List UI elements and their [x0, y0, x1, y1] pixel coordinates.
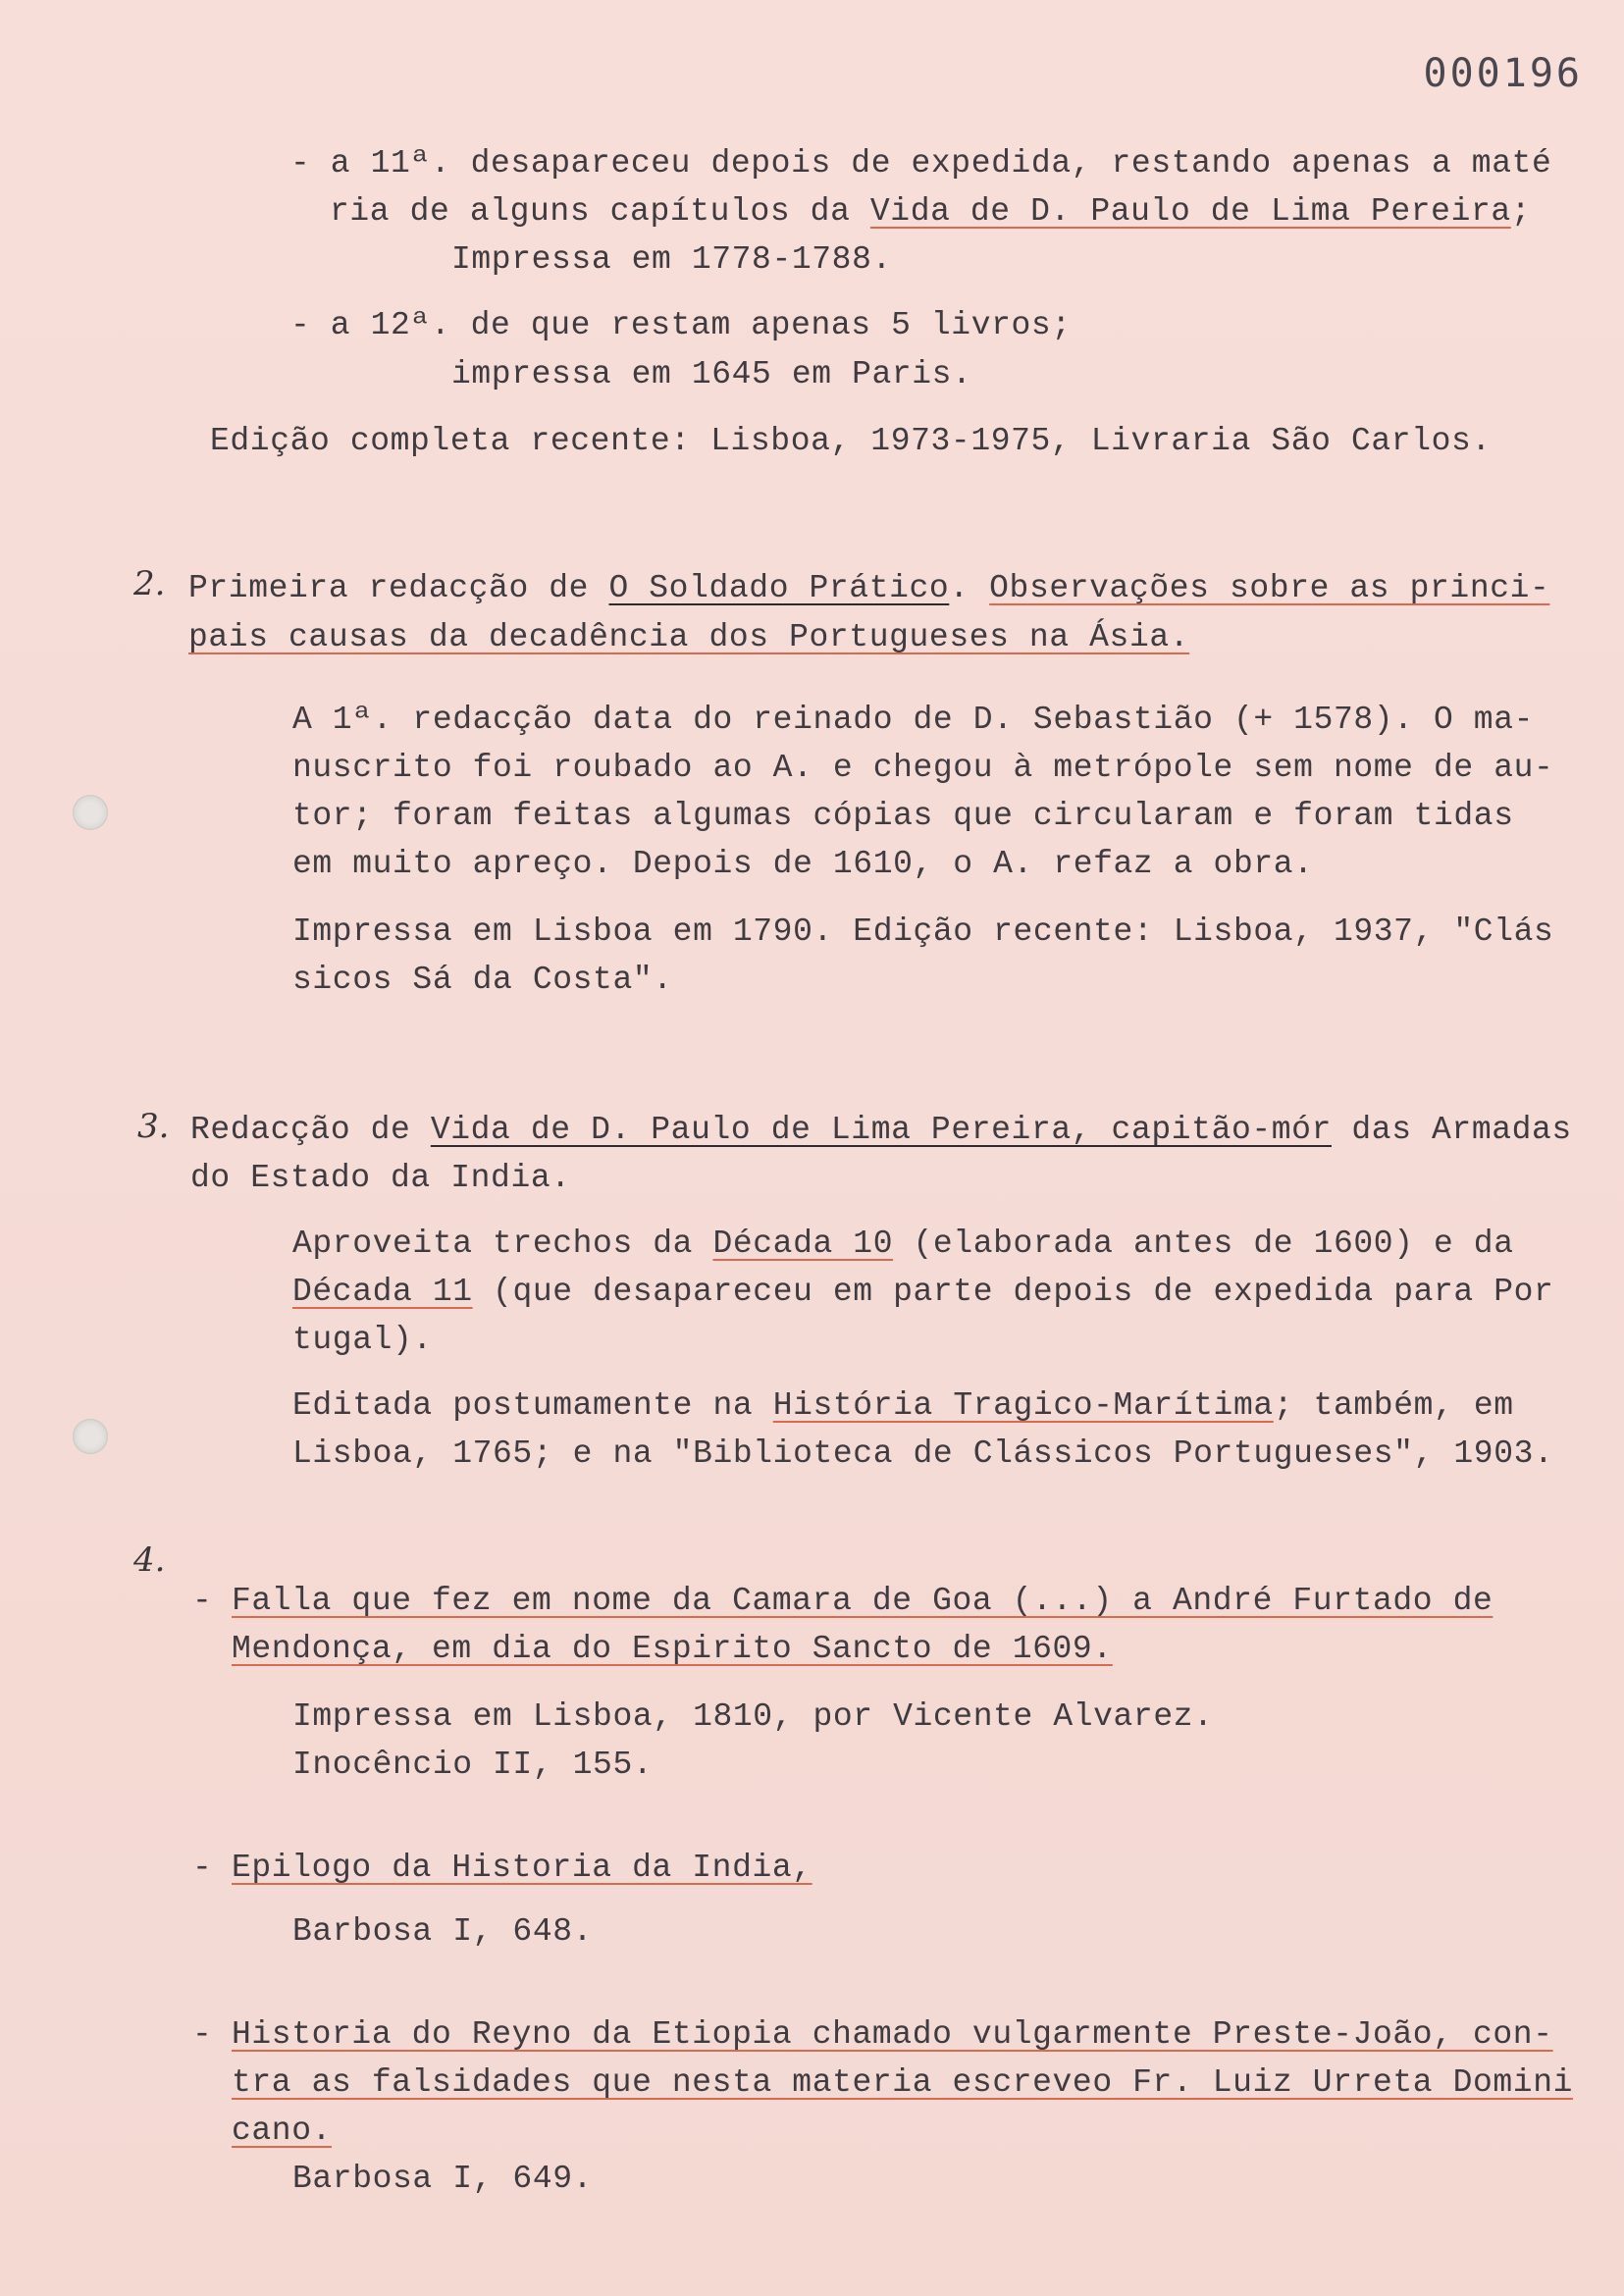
book-title: Década 11	[292, 1274, 473, 1310]
text-line: Lisboa, 1765; e na "Biblioteca de Clássicos Portugueses", 1903.	[292, 1435, 1554, 1472]
text-line: tor; foram feitas algumas cópias que circularam e foram tidas	[292, 798, 1514, 834]
text-line: impressa em 1645 em Paris.	[451, 356, 972, 392]
text-span: (elaborada antes de 1600) e da	[893, 1226, 1514, 1262]
text-span: das Armadas	[1332, 1112, 1572, 1148]
text-span: Redacção de	[190, 1112, 431, 1148]
book-title: Vida de D. Paulo de Lima Pereira	[869, 193, 1511, 230]
list-dash: -	[192, 1583, 213, 1619]
book-title: O Soldado Prático	[608, 570, 950, 606]
punch-hole	[73, 795, 108, 830]
section-number: 4.	[133, 1540, 166, 1580]
text-span: (que desapareceu em parte depois de expedida para Por	[472, 1274, 1554, 1310]
book-title: Vida de D. Paulo de Lima Pereira, capitão-mór	[430, 1112, 1332, 1148]
book-title: cano.	[232, 2113, 333, 2149]
text-span: ; também, em	[1273, 1387, 1514, 1424]
list-dash: -	[192, 2016, 213, 2053]
text-span: Editada postumamente na	[292, 1387, 773, 1424]
section-number: 3.	[137, 1107, 170, 1146]
book-title: Mendonça, em dia do Espirito Sancto de 1609.	[232, 1631, 1113, 1667]
text-line: tugal).	[292, 1322, 433, 1358]
text-line: Inocêncio II, 155.	[292, 1747, 654, 1783]
section-number: 2.	[133, 564, 166, 603]
book-title: Década 10	[712, 1226, 894, 1262]
section-title: pais causas da decadência dos Portugueses na Ásia.	[188, 619, 1190, 655]
book-title: Historia do Reyno da Etiopia chamado vulgarmente Preste-João, con-	[232, 2016, 1553, 2053]
text-line: sicos Sá da Costa".	[292, 962, 673, 998]
list-dash: -	[192, 1850, 213, 1886]
section-title	[190, 1109, 1572, 1152]
text-line: A 1ª. redacção data do reinado de D. Sebastião (+ 1578). O ma-	[292, 702, 1534, 738]
book-title: Epilogo da Historia da India,	[232, 1850, 812, 1886]
text-line: Barbosa I, 649.	[292, 2161, 594, 2197]
book-title: História Tragico-Marítima	[772, 1387, 1274, 1424]
text-span: Primeira redacção de	[188, 570, 609, 606]
text-line	[292, 1271, 1553, 1314]
text-line: - a 11ª. desapareceu depois de expedida, restando apenas a maté	[290, 145, 1552, 182]
book-title: Observações sobre as princi-	[989, 570, 1550, 606]
text-line	[292, 1223, 1514, 1266]
text-span: ;	[1510, 193, 1532, 230]
book-title: tra as falsidades que nesta materia escreveo Fr. Luiz Urreta Domini	[232, 2064, 1574, 2101]
text-line: Impressa em 1778-1788.	[451, 241, 892, 278]
section-title	[188, 567, 1549, 610]
text-line: Impressa em Lisboa em 1790. Edição recente: Lisboa, 1937, "Clás	[292, 913, 1554, 950]
text-span: .	[949, 570, 990, 606]
text-line: do Estado da India.	[190, 1160, 571, 1196]
text-line: Barbosa I, 648.	[292, 1913, 594, 1950]
text-span: ria de alguns capítulos da	[330, 193, 870, 230]
text-line: em muito apreço. Depois de 1610, o A. refaz a obra.	[292, 846, 1314, 882]
text-line: nuscrito foi roubado ao A. e chegou à metrópole sem nome de au-	[292, 750, 1554, 786]
text-line: Impressa em Lisboa, 1810, por Vicente Alvarez.	[292, 1698, 1214, 1735]
book-title: Falla que fez em nome da Camara de Goa (...) a André Furtado de	[232, 1583, 1493, 1619]
text-line: Edição completa recente: Lisboa, 1973-1975, Livraria São Carlos.	[210, 423, 1492, 459]
page-number-stamp: 000196	[1423, 51, 1583, 96]
text-line	[330, 190, 1531, 234]
text-span: Aproveita trechos da	[292, 1226, 713, 1262]
text-line: - a 12ª. de que restam apenas 5 livros;	[290, 307, 1072, 343]
text-line	[292, 1384, 1514, 1428]
punch-hole	[73, 1419, 108, 1454]
